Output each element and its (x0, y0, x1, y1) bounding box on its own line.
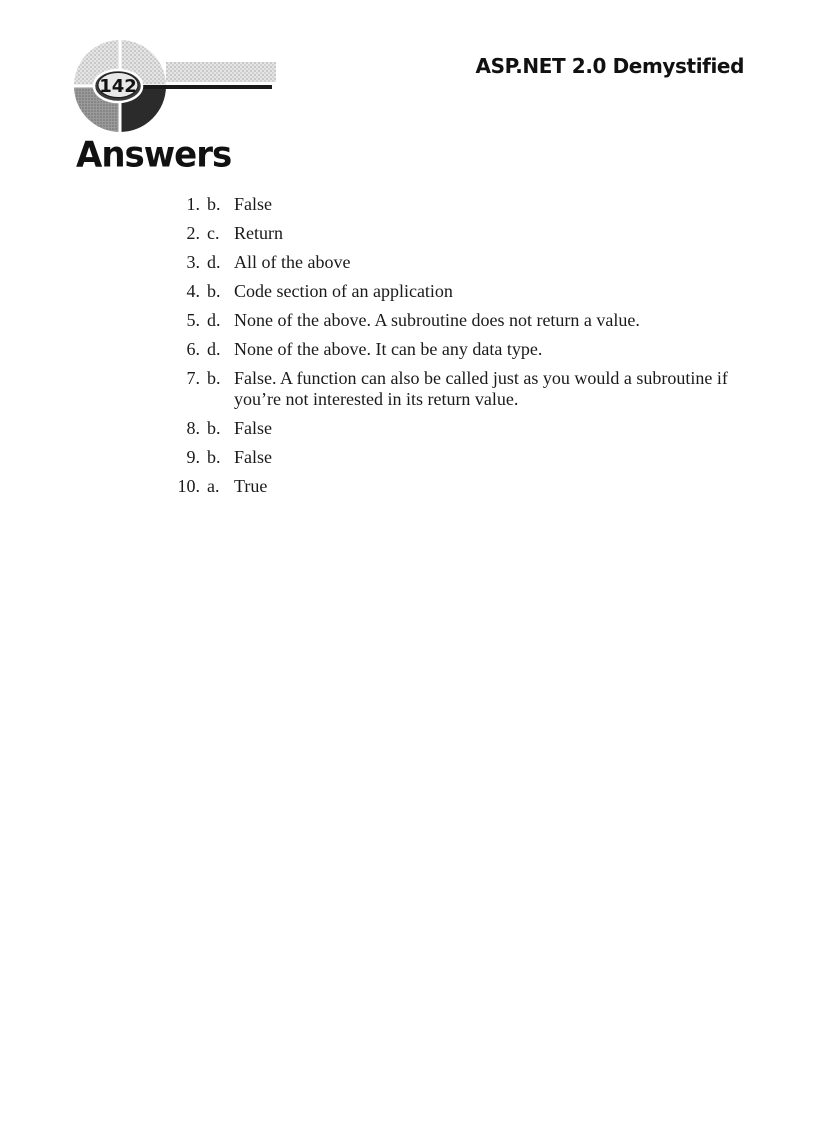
answer-choice: b. (207, 447, 221, 467)
answer-text: All of the above (234, 252, 351, 272)
answer-choice: d. (207, 339, 221, 359)
answer-text: False. A function can also be called just as you would a subroutine if you’re not interested in its return value. (234, 368, 728, 409)
answer-text: True (234, 476, 268, 496)
answer-item-8 (176, 418, 736, 439)
running-header-title: ASP.NET 2.0 Demystified (475, 54, 744, 78)
answer-text: False (234, 194, 272, 214)
answer-choice: b. (207, 281, 221, 301)
answer-choice: c. (207, 223, 220, 243)
answer-number: 10. (177, 476, 200, 496)
answer-item-9 (176, 447, 736, 468)
answer-text: Code section of an application (234, 281, 453, 301)
answer-item-3 (176, 252, 736, 273)
page-number-emblem (58, 38, 278, 138)
answer-number: 3. (186, 252, 200, 272)
section-title: Answers (76, 134, 232, 176)
emblem-graphic (58, 38, 278, 138)
answer-choice: b. (207, 418, 221, 438)
answer-number: 7. (186, 368, 200, 388)
answer-item-6 (176, 339, 736, 360)
answer-item-7 (176, 368, 736, 410)
answer-text: None of the above. A subroutine does not return a value. (234, 310, 640, 330)
answer-text: Return (234, 223, 283, 243)
answer-number: 4. (186, 281, 200, 301)
answer-item-1 (176, 194, 736, 215)
answer-item-4 (176, 281, 736, 302)
answer-choice: b. (207, 194, 221, 214)
answer-choice: a. (207, 476, 220, 496)
page-number: 142 (99, 76, 137, 97)
answer-choice: b. (207, 368, 221, 388)
answer-text: False (234, 418, 272, 438)
answer-number: 1. (186, 194, 200, 214)
answer-number: 5. (186, 310, 200, 330)
answer-text: False (234, 447, 272, 467)
answer-choice: d. (207, 310, 221, 330)
answer-number: 9. (186, 447, 200, 467)
answer-number: 8. (186, 418, 200, 438)
answer-item-2 (176, 223, 736, 244)
answer-choice: d. (207, 252, 221, 272)
answer-number: 6. (186, 339, 200, 359)
answer-item-10 (176, 476, 736, 497)
answer-number: 2. (186, 223, 200, 243)
answer-item-5 (176, 310, 736, 331)
answer-text: None of the above. It can be any data type. (234, 339, 543, 359)
answers-list (176, 194, 736, 505)
